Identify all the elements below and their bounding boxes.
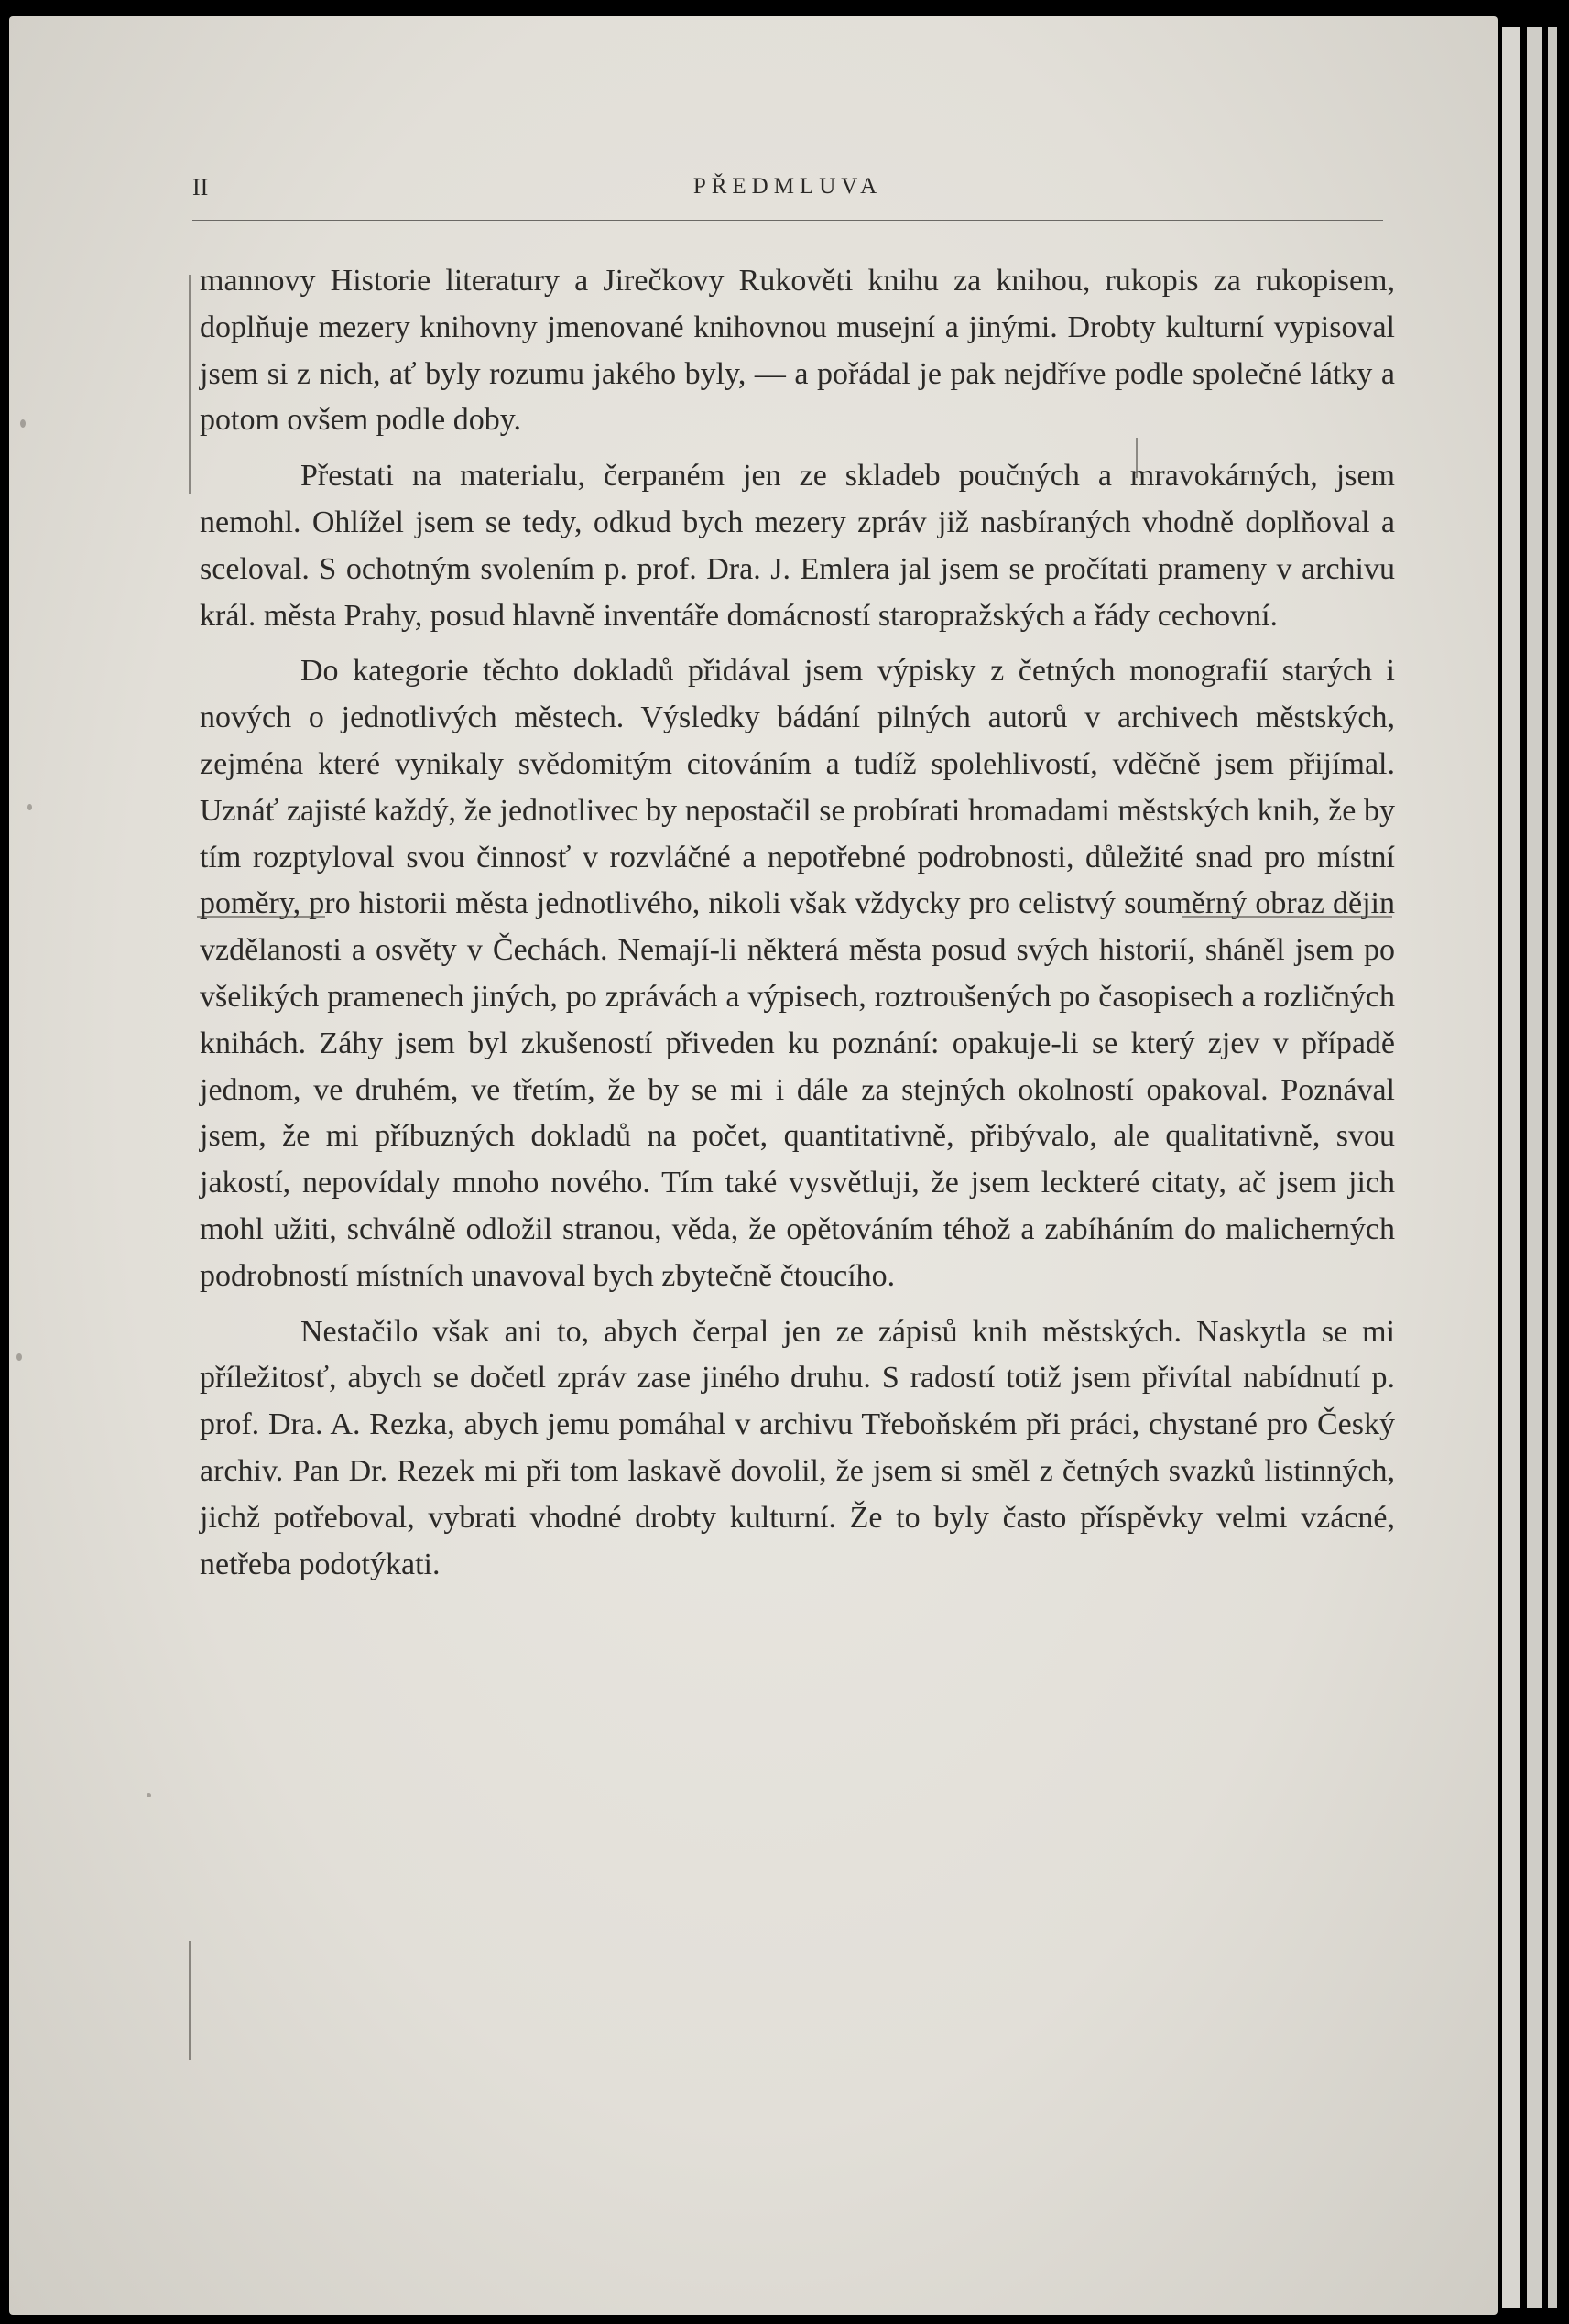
paper-speck: [20, 419, 26, 428]
pencil-underline: [1182, 916, 1392, 918]
paper-speck: [27, 804, 32, 810]
running-title: PŘEDMLUVA: [692, 174, 883, 199]
pencil-underline: [197, 916, 325, 918]
page-edge: [1502, 27, 1520, 2308]
header-rule: [192, 220, 1383, 221]
body-text: [200, 258, 1395, 1588]
pencil-underline: [1136, 438, 1147, 478]
paragraph: Přestati na materialu, čerpaném jen ze skladeb poučných a mravokárných, jsem nemohl. Ohlížel jsem se tedy, odkud bych mezery zpráv již nasbíraných vhodně doplňoval a sceloval. S ochotným svolením p. prof. Dra. J. Emlera jal jsem se pročítati prameny v archivu král. města Prahy, posud hlavně inventáře domácností staropražských a řády cechovní.: [200, 459, 1395, 633]
pencil-bracket: [189, 275, 200, 494]
paragraph: Nestačilo však ani to, abych čerpal jen ze zápisů knih městských. Naskytla se mi příležitosť, abych se dočetl zpráv zase jiného druhu. S radostí totiž jsem přivítal nabídnutí p. prof. Dra. A. Rezka, abych jemu pomáhal v archivu Třeboňském při práci, chystané pro Český archiv. Pan Dr. Rezek mi při tom laskavě dovolil, že jsem si směl z četných svazků listinných, jichž potřeboval, vybrati vhodné drobty kulturní. Že to byly často příspěvky velmi vzácné, netřeba podotýkati.: [200, 1314, 1395, 1581]
paragraph: mannovy Historie literatury a Jirečkovy Rukověti knihu za knihou, rukopis za rukopisem, doplňuje mezery knihovny jmenované knihovnou musejní a jinými. Drobty kulturní vypisoval jsem si z nich, ať byly rozumu jakého byly, — a pořádal je pak nejdříve podle společné látky a potom ovšem podle doby.: [200, 264, 1395, 438]
page-number: II: [192, 174, 209, 201]
page-header: [192, 174, 1383, 211]
page-edge: [1548, 27, 1557, 2308]
paper-speck: [16, 1353, 22, 1361]
paper-speck: [147, 1793, 151, 1797]
pencil-bracket: [189, 1941, 200, 2060]
page-edge: [1527, 27, 1542, 2308]
paragraph: Do kategorie těchto dokladů přidával jsem výpisky z četných monografií starých i nových o jednotlivých městech. Výsledky bádání pilných autorů v archivech městských, zejména které vynikaly svědomitým citováním a tudíž spolehlivostí, vděčně jsem přijímal. Uznáť zajisté každý, že jednotlivec by nepostačil se probírati hromadami městských knih, že by tím rozptyloval svou činnosť v rozvláčné a nepotřebné podrobnosti, důležité snad pro místní poměry, pro historii města jednotlivého, nikoli však vždycky pro celistvý souměrný obraz dějin vzdělanosti a osvěty v Čechách. Nemají-li některá města posud svých historií, sháněl jsem po všelikých pramenech jiných, po zprávách a výpisech, roztroušených po časopisech a rozličných knihách. Záhy jsem byl zkušeností přiveden ku poznání: opakuje-li se který zjev v případě jednom, ve druhém, ve třetím, že by se mi i dále za stejných okolností opakoval. Poznával jsem, že mi příbuzných dokladů na počet, quantitativně, přibývalo, ale qualitativně, svou jakostí, nepovídaly mnoho nového. Tím také vysvětluji, že jsem leckteré citaty, ač jsem jich mohl užiti, schválně odložil stranou, věda, že opětováním téhož a zabíháním do malicherných podrobností místních unavoval bych zbytečně čtoucího.: [200, 654, 1395, 1293]
